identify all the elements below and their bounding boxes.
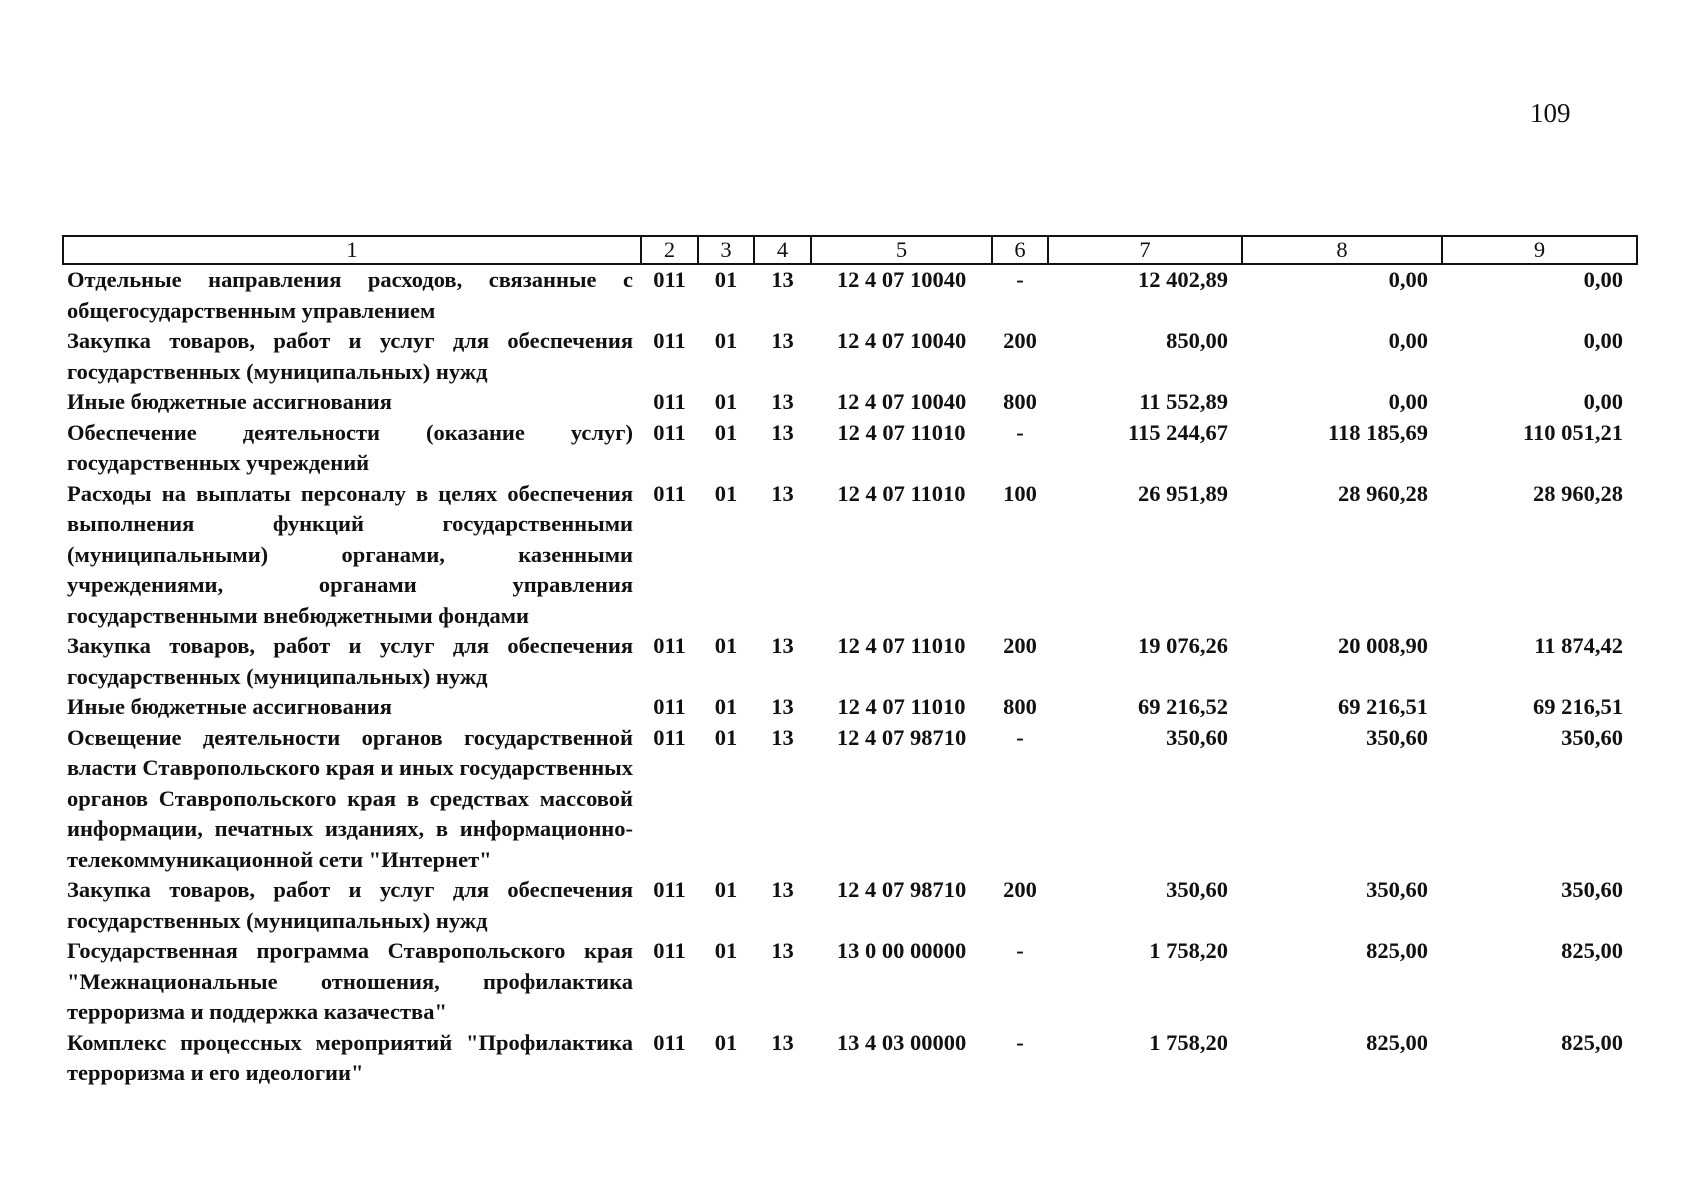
row-amount-col9: 0,00 <box>1583 389 1623 414</box>
row-amount-col9: 69 216,51 <box>1533 694 1623 719</box>
table-row <box>63 631 1637 692</box>
row-target-code: 12 4 07 10040 <box>836 389 967 414</box>
row-description: Обеспечение деятельности (оказание услуг) государственных учреждений <box>67 419 633 475</box>
row-amount-col7: 350,60 <box>1166 877 1228 902</box>
table-row <box>63 326 1637 387</box>
row-expense-type: - <box>1016 267 1024 292</box>
row-target-code: 13 4 03 00000 <box>836 1029 967 1055</box>
row-amount-col7: 850,00 <box>1166 328 1228 353</box>
row-amount-col8: 20 008,90 <box>1338 633 1428 658</box>
row-expense-type: 200 <box>1003 328 1037 353</box>
row-amount-col7: 1 758,20 <box>1149 1029 1228 1055</box>
row-amount-col7: 1 758,20 <box>1149 938 1228 963</box>
row-amount-col9: 0,00 <box>1583 267 1623 292</box>
row-subsection-code: 01 <box>714 938 738 963</box>
row-subsection-code: 01 <box>714 328 738 353</box>
row-amount-col8: 0,00 <box>1388 389 1428 414</box>
table-row <box>63 387 1637 418</box>
row-amount-col8: 69 216,51 <box>1338 694 1428 719</box>
row-amount-col7: 69 216,52 <box>1138 694 1228 719</box>
budget-table <box>62 235 1638 1089</box>
row-description: Отдельные направления расходов, связанные с общегосударственным управлением <box>67 267 633 323</box>
row-expense-type: 100 <box>1003 480 1037 506</box>
row-target-code: 12 4 07 11010 <box>837 419 966 445</box>
table-row <box>63 1028 1637 1089</box>
row-target-code: 12 4 07 11010 <box>837 633 966 658</box>
row-section-code: 011 <box>653 724 686 750</box>
row-subsection-code: 01 <box>714 694 738 719</box>
table-row <box>63 692 1637 723</box>
row-section-code: 011 <box>653 419 686 445</box>
row-amount-col7: 19 076,26 <box>1138 633 1228 658</box>
row-expense-type: 800 <box>1003 389 1037 414</box>
row-subsection-code: 01 <box>714 389 738 414</box>
column-header-5: 5 <box>811 236 992 264</box>
row-subsection-code: 01 <box>714 267 738 292</box>
row-amount-col8: 0,00 <box>1388 328 1428 353</box>
row-amount-col7: 26 951,89 <box>1138 480 1228 506</box>
row-expense-type: 200 <box>1003 633 1037 658</box>
row-section-code: 011 <box>653 633 686 658</box>
table-row <box>63 875 1637 936</box>
row-amount-col9: 350,60 <box>1561 877 1623 902</box>
row-article-code: 13 <box>771 480 794 506</box>
column-header-9: 9 <box>1442 236 1637 264</box>
row-description: Освещение деятельности органов государственной власти Ставропольского края и иных государственных органов Ставропольского края в средствах массовой информации, печатных изданиях, в информационно-телекоммуникационной сети "Интернет" <box>67 724 633 872</box>
row-amount-col8: 0,00 <box>1388 267 1428 292</box>
row-target-code: 12 4 07 98710 <box>836 724 967 750</box>
row-target-code: 12 4 07 11010 <box>837 694 966 719</box>
row-article-code: 13 <box>771 938 794 963</box>
row-expense-type: - <box>1016 419 1024 445</box>
table-row <box>63 479 1637 632</box>
column-header-6: 6 <box>992 236 1048 264</box>
column-header-7: 7 <box>1048 236 1242 264</box>
row-section-code: 011 <box>653 938 686 963</box>
row-target-code: 12 4 07 11010 <box>837 480 966 506</box>
row-amount-col7: 115 244,67 <box>1127 419 1228 445</box>
row-subsection-code: 01 <box>714 419 738 445</box>
row-description: Комплекс процессных мероприятий "Профилактика терроризма и его идеологии" <box>67 1029 633 1085</box>
row-section-code: 011 <box>653 694 686 719</box>
table-body <box>63 264 1637 1089</box>
row-section-code: 011 <box>653 389 686 414</box>
row-subsection-code: 01 <box>714 1029 738 1055</box>
row-article-code: 13 <box>771 419 794 445</box>
row-amount-col9: 11 874,42 <box>1534 633 1623 658</box>
row-section-code: 011 <box>653 328 686 353</box>
row-expense-type: 200 <box>1003 877 1037 902</box>
row-description: Государственная программа Ставропольского края "Межнациональные отношения, профилактика терроризма и поддержка казачества" <box>67 938 633 1024</box>
row-article-code: 13 <box>771 694 794 719</box>
column-header-3: 3 <box>698 236 754 264</box>
row-subsection-code: 01 <box>714 633 738 658</box>
row-description: Закупка товаров, работ и услуг для обеспечения государственных (муниципальных) нужд <box>67 328 633 384</box>
row-amount-col8: 118 185,69 <box>1327 419 1428 445</box>
table-row <box>63 723 1637 876</box>
row-amount-col7: 350,60 <box>1166 724 1228 750</box>
table-row <box>63 936 1637 1028</box>
row-expense-type: - <box>1016 724 1024 750</box>
row-amount-col9: 0,00 <box>1583 328 1623 353</box>
row-subsection-code: 01 <box>714 877 738 902</box>
row-target-code: 13 0 00 00000 <box>836 938 967 963</box>
row-article-code: 13 <box>771 1029 794 1055</box>
row-amount-col9: 350,60 <box>1561 724 1623 750</box>
row-article-code: 13 <box>771 877 794 902</box>
row-amount-col8: 28 960,28 <box>1338 480 1428 506</box>
row-amount-col9: 825,00 <box>1561 1029 1623 1055</box>
row-description: Расходы на выплаты персоналу в целях обеспечения выполнения функций государственными (муниципальными) органами, казенными учреждениями, органами управления государственными внебюджетными фондами <box>67 480 633 628</box>
row-amount-col9: 28 960,28 <box>1533 480 1623 506</box>
row-expense-type: 800 <box>1003 694 1037 719</box>
row-amount-col8: 350,60 <box>1366 724 1428 750</box>
header-row <box>63 236 1637 264</box>
row-target-code: 12 4 07 98710 <box>836 877 967 902</box>
row-subsection-code: 01 <box>714 724 738 750</box>
row-article-code: 13 <box>771 633 794 658</box>
table-row <box>63 264 1637 326</box>
row-section-code: 011 <box>653 480 686 506</box>
row-amount-col8: 825,00 <box>1366 938 1428 963</box>
row-amount-col8: 350,60 <box>1366 877 1428 902</box>
row-amount-col9: 825,00 <box>1561 938 1623 963</box>
row-subsection-code: 01 <box>714 480 738 506</box>
row-description: Закупка товаров, работ и услуг для обеспечения государственных (муниципальных) нужд <box>67 877 633 933</box>
row-article-code: 13 <box>771 328 794 353</box>
row-section-code: 011 <box>653 1029 686 1055</box>
column-header-8: 8 <box>1242 236 1442 264</box>
table-row <box>63 418 1637 479</box>
row-amount-col8: 825,00 <box>1366 1029 1428 1055</box>
row-article-code: 13 <box>771 389 794 414</box>
row-amount-col7: 12 402,89 <box>1138 267 1228 292</box>
page-number: 109 <box>1530 98 1571 128</box>
column-header-1: 1 <box>63 236 641 264</box>
row-description: Закупка товаров, работ и услуг для обеспечения государственных (муниципальных) нужд <box>67 633 633 689</box>
row-description: Иные бюджетные ассигнования <box>67 694 392 719</box>
row-amount-col7: 11 552,89 <box>1139 389 1228 414</box>
row-section-code: 011 <box>653 267 686 292</box>
row-expense-type: - <box>1016 1029 1024 1055</box>
row-description: Иные бюджетные ассигнования <box>67 389 392 414</box>
row-expense-type: - <box>1016 938 1024 963</box>
row-target-code: 12 4 07 10040 <box>836 267 967 292</box>
row-article-code: 13 <box>771 724 794 750</box>
column-header-2: 2 <box>641 236 698 264</box>
row-amount-col9: 110 051,21 <box>1522 419 1623 445</box>
row-section-code: 011 <box>653 877 686 902</box>
row-article-code: 13 <box>771 267 794 292</box>
row-target-code: 12 4 07 10040 <box>836 328 967 353</box>
column-header-4: 4 <box>754 236 811 264</box>
